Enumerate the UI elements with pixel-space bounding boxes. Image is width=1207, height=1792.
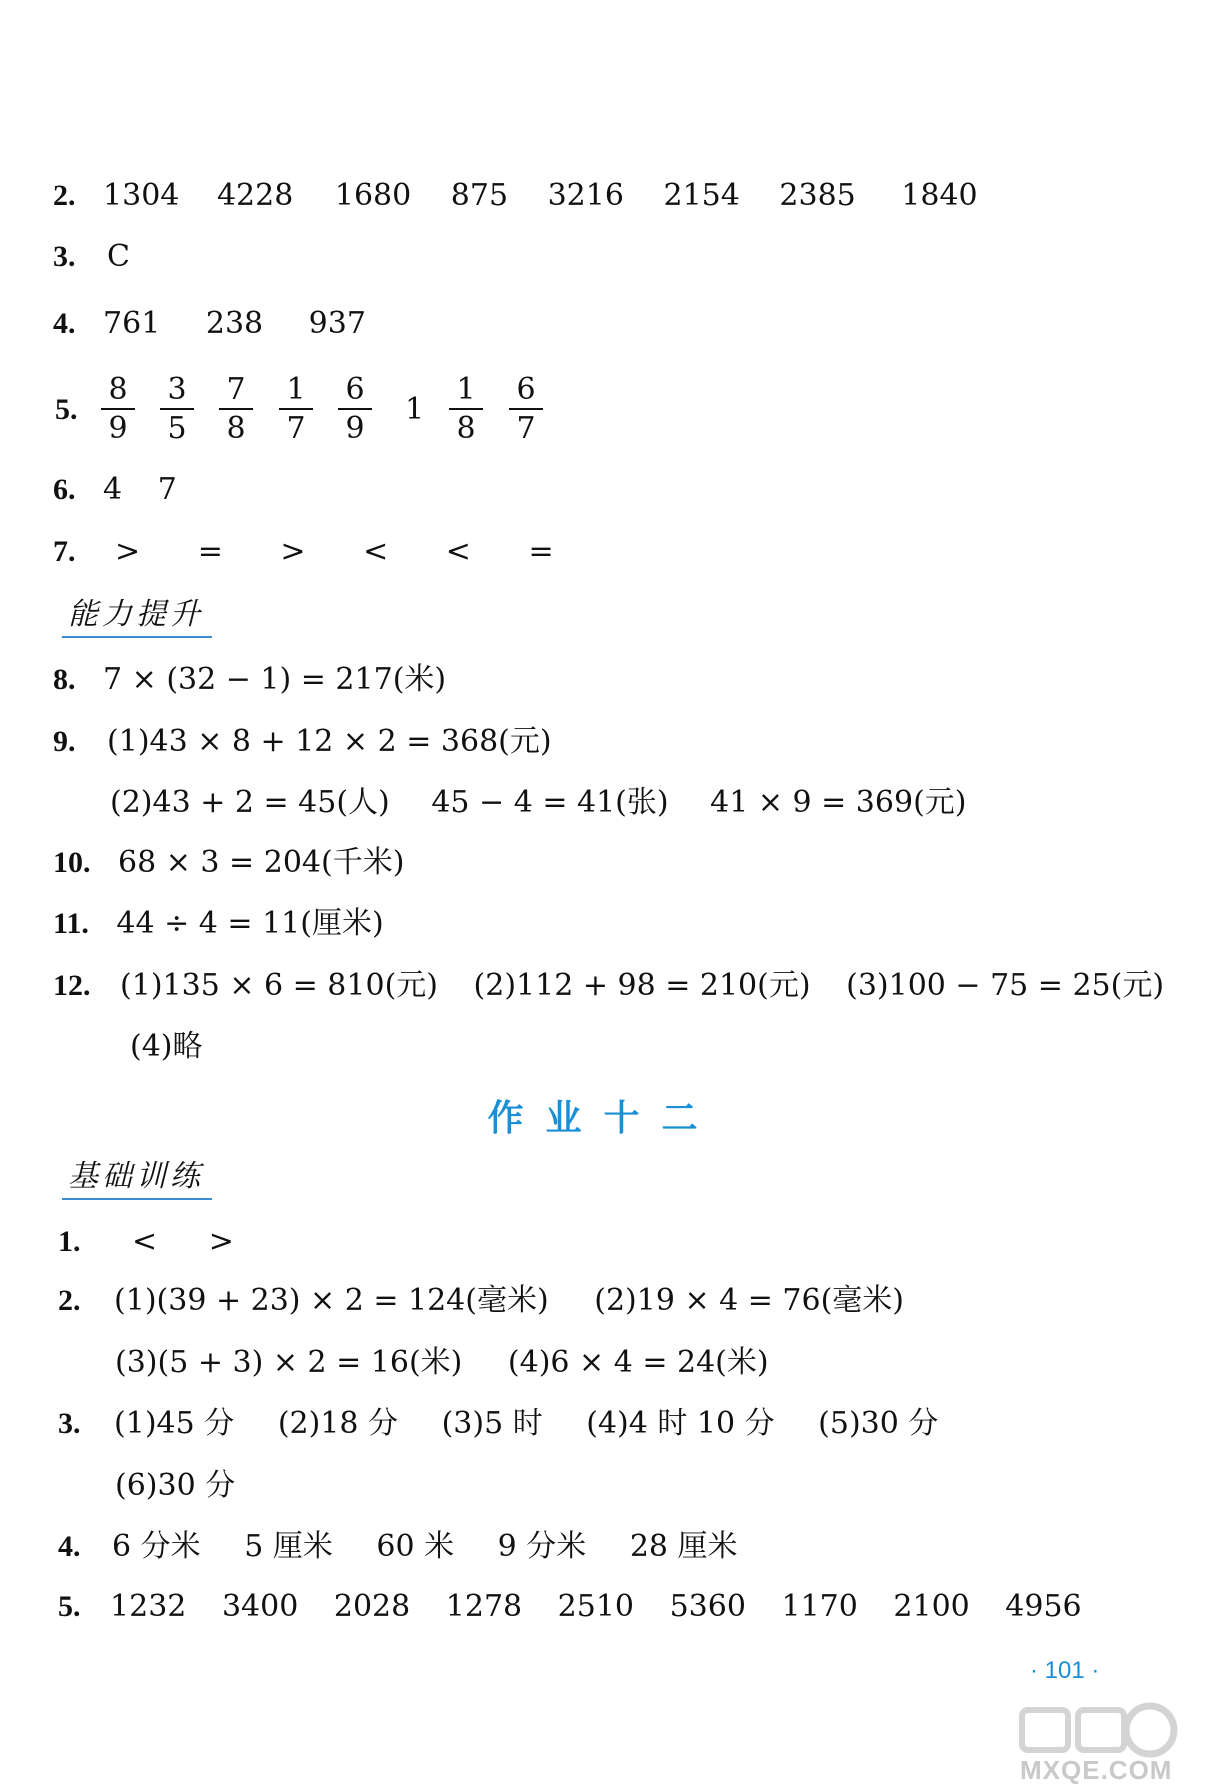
answer-value: 5 厘米 (244, 1529, 333, 1564)
answer-value: (4)4 时 10 分 (586, 1406, 775, 1441)
answer-line-4 (53, 304, 366, 344)
fraction: $\frac{6}{9}$ (338, 372, 372, 448)
question-number: 4. (58, 1530, 81, 1563)
answer-value: C (107, 239, 131, 274)
answer-value: 2385 (779, 178, 856, 213)
section-label-ability: 能力提升 (62, 596, 212, 638)
answer-value: > (115, 534, 141, 569)
answer-value: (3)5 时 (441, 1406, 543, 1441)
answer-value: 3400 (221, 1589, 299, 1624)
page-number: · 101 · (1030, 1657, 1100, 1684)
answer-value: (4)略 (130, 1029, 203, 1064)
fraction: $\frac{1}{7}$ (279, 372, 313, 448)
answer-line-r2-continued (115, 1343, 769, 1383)
answer-value: 44 ÷ 4 = 11(厘米) (116, 906, 384, 941)
answer-line-2 (53, 176, 978, 216)
answer-value: < (445, 534, 471, 569)
question-number: 12. (53, 969, 91, 1002)
answer-value: < (132, 1224, 158, 1259)
answer-line-r5 (58, 1587, 1082, 1627)
answer-value: (1)(39 + 23) × 2 = 124(毫米) (114, 1283, 549, 1318)
answer-value: (2)19 × 4 = 76(毫米) (594, 1283, 904, 1318)
answer-value: > (208, 1224, 234, 1259)
answer-line-r1 (58, 1222, 234, 1262)
section-label-basic: 基础训练 (62, 1158, 212, 1200)
answer-line-6 (53, 470, 177, 510)
answer-value: (1)45 分 (114, 1406, 235, 1441)
answer-value: 28 厘米 (629, 1529, 738, 1564)
answer-value: (3)(5 + 3) × 2 = 16(米) (115, 1345, 463, 1380)
question-number: 2. (58, 1284, 81, 1317)
answer-value: < (363, 534, 389, 569)
answer-value: 4228 (216, 178, 294, 213)
answer-value: 7 (157, 472, 177, 507)
answer-value: 4956 (1005, 1589, 1082, 1624)
answer-value: (4)6 × 4 = 24(米) (507, 1345, 769, 1380)
answer-value: 3216 (547, 178, 624, 213)
question-number: 3. (53, 240, 76, 273)
fraction: $\frac{3}{5}$ (160, 372, 194, 448)
answer-value: (1)43 × 8 + 12 × 2 = 368(元) (107, 724, 552, 759)
question-number: 11. (53, 907, 89, 940)
homework-heading: 作业十二 (487, 1098, 720, 1139)
answer-value: (2)112 + 98 = 210(元) (473, 968, 811, 1003)
answer-value: 238 (205, 306, 264, 341)
question-number: 10. (53, 846, 91, 879)
answer-value: 761 (103, 306, 161, 341)
fraction: $\frac{8}{9}$ (101, 372, 135, 448)
answer-value: (2)18 分 (277, 1406, 399, 1441)
answer-line-9 (53, 722, 552, 762)
question-number: 5. (55, 393, 78, 426)
answer-value: 5360 (669, 1589, 746, 1624)
answer-value: > (280, 534, 306, 569)
answer-value: (5)30 分 (818, 1406, 939, 1441)
answer-value: 1170 (781, 1589, 858, 1624)
answer-value: 4 (103, 472, 123, 507)
question-number: 6. (53, 473, 76, 506)
answer-line-10 (53, 843, 404, 883)
question-number: 8. (53, 663, 76, 696)
answer-value: 2510 (557, 1589, 635, 1624)
answer-line-12 (53, 966, 1164, 1006)
answer-value: 1840 (901, 178, 978, 213)
fraction: $\frac{7}{8}$ (219, 372, 253, 448)
answer-value: (1)135 × 6 = 810(元) (120, 968, 438, 1003)
answer-value: 9 分米 (497, 1529, 587, 1564)
answer-value: 2100 (893, 1589, 970, 1624)
answer-line-r3 (58, 1404, 938, 1444)
question-number: 3. (58, 1407, 81, 1440)
answer-value: 7 × (32 − 1) = 217(米) (103, 662, 447, 697)
fraction: $\frac{6}{7}$ (509, 372, 543, 448)
answer-value: 68 × 3 = 204(千米) (118, 845, 405, 880)
answer-value: (6)30 分 (115, 1468, 236, 1503)
answer-line-11 (53, 904, 384, 944)
answer-line-r2 (58, 1281, 904, 1321)
answer-line-12-continued (130, 1027, 203, 1067)
watermark-text: MXQE.COM (1020, 1755, 1173, 1785)
answer-line-r4 (58, 1527, 738, 1567)
answer-value: 2028 (333, 1589, 411, 1624)
answer-value: 1304 (103, 178, 180, 213)
answer-value: 2154 (663, 178, 740, 213)
question-number: 4. (53, 307, 76, 340)
answer-value: 1232 (110, 1589, 187, 1624)
answer-line-r3-continued (115, 1466, 235, 1506)
question-number: 5. (58, 1590, 81, 1623)
answer-line-8 (53, 660, 446, 700)
answer-value: (2)43 + 2 = 45(人) (110, 785, 390, 820)
question-number: 7. (53, 535, 76, 568)
answer-line-3 (53, 237, 130, 277)
answer-value: = (197, 534, 223, 569)
answer-value: 1 (405, 392, 425, 427)
fraction: $\frac{1}{8}$ (449, 372, 483, 448)
answer-value: = (528, 534, 554, 569)
question-number: 9. (53, 725, 76, 758)
answer-value: 875 (450, 178, 509, 213)
question-number: 1. (58, 1225, 81, 1258)
answer-value: 60 米 (376, 1529, 455, 1564)
answer-value: 45 − 4 = 41(张) (431, 785, 669, 820)
answer-value: 1680 (334, 178, 412, 213)
answer-value: 41 × 9 = 369(元) (710, 785, 967, 820)
question-number: 2. (53, 179, 76, 212)
answer-value: (3)100 − 75 = 25(元) (846, 968, 1165, 1003)
answer-value: 6 分米 (112, 1529, 201, 1564)
answer-line-9-continued (110, 783, 966, 823)
answer-value: 937 (308, 306, 366, 341)
answer-line-7 (53, 532, 554, 572)
answer-value: 1278 (445, 1589, 523, 1624)
